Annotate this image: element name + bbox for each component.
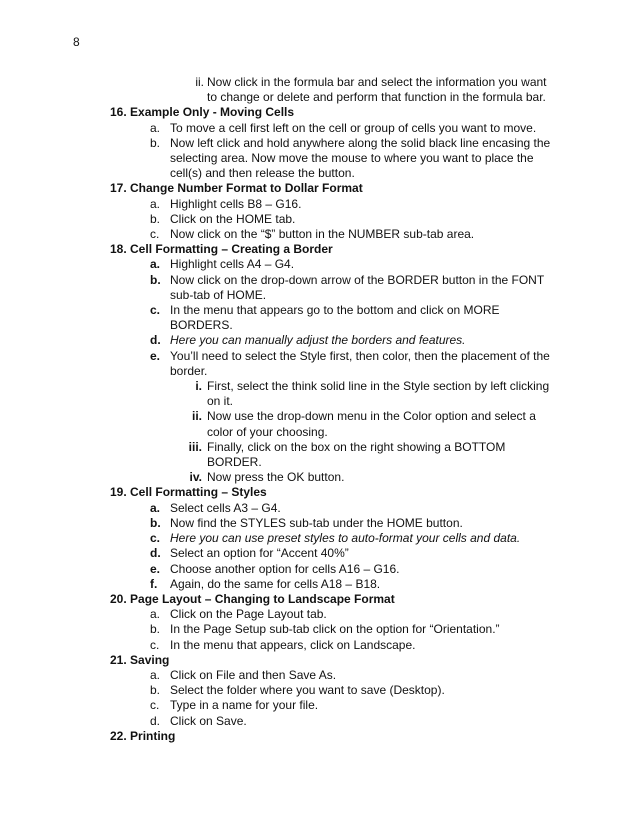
- section-heading: [0, 105, 638, 120]
- list-item: [0, 577, 638, 592]
- list-item-text: Click on Save.: [170, 713, 247, 728]
- list-item: [0, 562, 638, 577]
- list-item: [0, 531, 638, 546]
- section-heading: [0, 592, 638, 607]
- section-heading: [0, 485, 638, 500]
- list-item: [0, 501, 638, 516]
- list-item-text: Click on File and then Save As.: [170, 667, 337, 682]
- list-marker: a.: [150, 667, 161, 682]
- sub-list-item: [0, 75, 638, 105]
- section-heading: [0, 653, 638, 668]
- list-item-text: In the menu that appears go to the bottom and click on MORE BORDERS.: [170, 303, 500, 333]
- list-item-text: Now left click and hold anywhere along the solid black line encasing the selecting area. Now move the mouse to where you want to place the cell(s) and then release the button.: [170, 135, 551, 181]
- list-item: [0, 698, 638, 713]
- section-heading-text: 19. Cell Formatting – Styles: [110, 485, 267, 500]
- sub-list-item: [0, 409, 638, 439]
- list-item: [0, 333, 638, 348]
- list-item-text: You’ll need to select the Style first, then color, then the placement of the border.: [170, 348, 550, 378]
- section-heading-text: 21. Saving: [110, 652, 170, 667]
- list-item: [0, 622, 638, 637]
- list-item-text: Select the folder where you want to save (Desktop).: [170, 683, 445, 698]
- list-marker: b.: [150, 211, 161, 226]
- list-marker: e.: [150, 561, 161, 576]
- list-item-text: Now click on the “$” button in the NUMBER sub-tab area.: [170, 227, 475, 242]
- list-item: [0, 121, 638, 136]
- section-heading-text: 17. Change Number Format to Dollar Format: [110, 181, 363, 196]
- section-heading-text: 20. Page Layout – Changing to Landscape Format: [110, 591, 395, 606]
- list-item: [0, 546, 638, 561]
- list-item: [0, 683, 638, 698]
- sub-list-item-text: Now press the OK button.: [207, 470, 345, 485]
- sub-list-marker: ii.: [195, 75, 204, 89]
- list-item: [0, 668, 638, 683]
- list-item: [0, 607, 638, 622]
- list-item-text: Here you can manually adjust the borders and features.: [170, 333, 466, 348]
- list-item: [0, 516, 638, 531]
- list-item-text: Again, do the same for cells A18 – B18.: [170, 576, 381, 591]
- list-item: [0, 136, 638, 182]
- list-item: [0, 638, 638, 653]
- list-marker: b.: [150, 272, 161, 287]
- section-heading-text: 18. Cell Formatting – Creating a Border: [110, 242, 333, 257]
- section-heading-text: 16. Example Only - Moving Cells: [110, 105, 295, 120]
- section-heading-text: 22. Printing: [110, 728, 176, 743]
- section-heading: [0, 729, 638, 744]
- sub-list-item: [0, 379, 638, 409]
- sub-list-item-text: Finally, click on the box on the right showing a BOTTOM BORDER.: [207, 439, 506, 470]
- sub-list-item: [0, 440, 638, 470]
- sub-list-marker: iii.: [188, 439, 202, 454]
- list-item-text: Highlight cells A4 – G4.: [170, 257, 295, 272]
- sub-list-marker: ii.: [191, 409, 202, 424]
- list-item-text: Type in a name for your file.: [170, 698, 319, 713]
- list-item-text: Choose another option for cells A16 – G16.: [170, 561, 400, 576]
- list-item: [0, 349, 638, 379]
- list-item: [0, 227, 638, 242]
- list-marker: b.: [150, 515, 161, 530]
- list-item-text: In the Page Setup sub-tab click on the option for “Orientation.”: [170, 622, 500, 637]
- list-item-text: Highlight cells B8 – G16.: [170, 196, 302, 211]
- list-marker: b.: [150, 135, 161, 150]
- list-item: [0, 257, 638, 272]
- list-marker: c.: [150, 637, 160, 652]
- sub-list-item-text: Now use the drop-down menu in the Color option and select a color of your choosing.: [207, 409, 536, 439]
- list-item: [0, 273, 638, 303]
- sub-list-marker: i.: [195, 379, 202, 394]
- list-marker: a.: [150, 196, 161, 211]
- list-marker: d.: [150, 546, 161, 561]
- list-marker: a.: [150, 607, 161, 622]
- sub-list-marker: iv.: [189, 470, 202, 485]
- list-item: [0, 197, 638, 212]
- list-marker: b.: [150, 683, 161, 698]
- list-item-text: Select cells A3 – G4.: [170, 500, 281, 515]
- list-item-text: Here you can use preset styles to auto-format your cells and data.: [170, 531, 521, 546]
- sub-list-item: [0, 470, 638, 485]
- list-marker: a.: [150, 500, 161, 515]
- list-item: [0, 303, 638, 333]
- list-item-text: Now click on the drop-down arrow of the BORDER button in the FONT sub-tab of HOME.: [170, 272, 544, 302]
- page-number: 8: [73, 35, 80, 49]
- sub-list-item-text: Now click in the formula bar and select the information you want to change or delete and perform that function in the formula bar.: [207, 75, 547, 105]
- list-marker: d.: [150, 713, 161, 728]
- section-heading: [0, 181, 638, 196]
- list-item: [0, 212, 638, 227]
- list-marker: c.: [150, 227, 160, 242]
- list-item-text: In the menu that appears, click on Landscape.: [170, 637, 416, 652]
- list-marker: d.: [150, 333, 161, 348]
- list-marker: f.: [150, 576, 158, 591]
- list-item-text: Click on the Page Layout tab.: [170, 607, 327, 622]
- instruction-document: [0, 75, 638, 744]
- list-marker: a.: [150, 120, 161, 135]
- list-item-text: To move a cell first left on the cell or group of cells you want to move.: [170, 120, 537, 135]
- list-marker: c.: [150, 698, 160, 713]
- list-marker: a.: [150, 257, 161, 272]
- list-item-text: Now find the STYLES sub-tab under the HOME button.: [170, 515, 463, 530]
- section-heading: [0, 242, 638, 257]
- list-item-text: Select an option for “Accent 40%”: [170, 546, 349, 561]
- sub-list-item-text: First, select the think solid line in the Style section by left clicking on it.: [207, 379, 550, 409]
- list-marker: b.: [150, 622, 161, 637]
- list-marker: c.: [150, 303, 161, 318]
- list-item: [0, 714, 638, 729]
- list-marker: c.: [150, 531, 161, 546]
- list-item-text: Click on the HOME tab.: [170, 211, 296, 226]
- list-marker: e.: [150, 348, 161, 363]
